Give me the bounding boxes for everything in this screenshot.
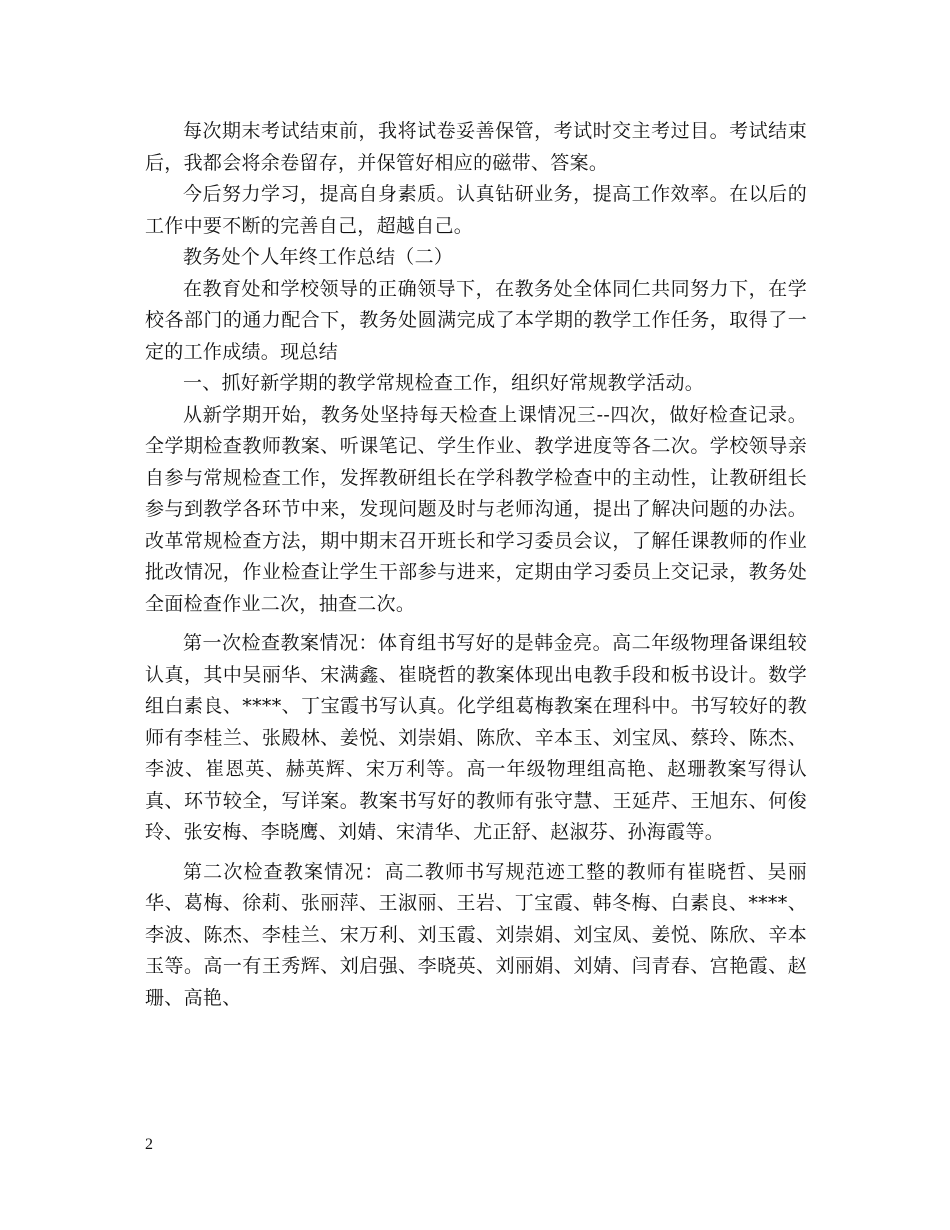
paragraph-introduction: 在教育处和学校领导的正确领导下，在教务处全体同仁共同努力下，在学校各部门的通力配合下，教务处圆满完成了本学期的教学工作任务，取得了一定的工作成绩。现总结 bbox=[145, 277, 807, 363]
paragraph-exam-custody: 每次期末考试结束前，我将试卷妥善保管，考试时交主考过目。考试结束后，我都会将余卷留存，并保管好相应的磁带、答案。 bbox=[145, 120, 807, 174]
paragraph-second-lesson-plan-check: 第二次检查教案情况：高二教师书写规范迹工整的教师有崔晓哲、吴丽华、葛梅、徐莉、张丽萍、王淑丽、王岩、丁宝霞、韩冬梅、白素良、****、李波、陈杰、李桂兰、宋万利、刘玉霞、刘崇娟、刘宝凤、姜悦、陈欣、辛本玉等。高一有王秀辉、刘启强、李晓英、刘丽娟、刘婧、闫青春、宫艳霞、赵珊、高艳、 bbox=[145, 860, 807, 1009]
document-body bbox=[145, 116, 807, 1014]
paragraph-inspection-details: 从新学期开始，教务处坚持每天检查上课情况三--四次，做好检查记录。全学期检查教师教案、听课笔记、学生作业、教学进度等各二次。学校领导亲自参与常规检查工作，发挥教研组长在学科教学检查中的主动性，让教研组长参与到教学各环节中来，发现问题及时与老师沟通，提出了解决问题的办法。改革常规检查方法，期中期末召开班长和学习委员会议，了解任课教师的作业批改情况，作业检查让学生干部参与进来，定期由学习委员上交记录，教务处全面检查作业二次，抽查二次。 bbox=[145, 403, 807, 615]
paragraph-first-lesson-plan-check: 第一次检查教案情况：体育组书写好的是韩金亮。高二年级物理备课组较认真，其中吴丽华、宋满鑫、崔晓哲的教案体现出电教手段和板书设计。数学组白素良、****、丁宝霞书写认真。化学组葛梅教案在理科中。书写较好的教师有李桂兰、张殿林、姜悦、刘崇娟、陈欣、辛本玉、刘宝凤、蔡玲、陈杰、李波、崔恩英、赫英辉、宋万利等。高一年级物理组高艳、赵珊教案写得认真、环节较全，写详案。教案书写好的教师有张守慧、王延芹、王旭东、何俊玲、张安梅、李晓鹰、刘婧、宋清华、尤正舒、赵淑芬、孙海霞等。 bbox=[145, 632, 807, 843]
paragraph-self-improvement: 今后努力学习，提高自身素质。认真钻研业务，提高工作效率。在以后的工作中要不断的完善自己，超越自己。 bbox=[145, 183, 807, 237]
page-number: 2 bbox=[145, 1136, 153, 1153]
section-title: 教务处个人年终工作总结（二） bbox=[183, 246, 454, 268]
section-heading-routine-inspection: 一、抓好新学期的教学常规检查工作，组织好常规教学活动。 bbox=[183, 372, 705, 394]
